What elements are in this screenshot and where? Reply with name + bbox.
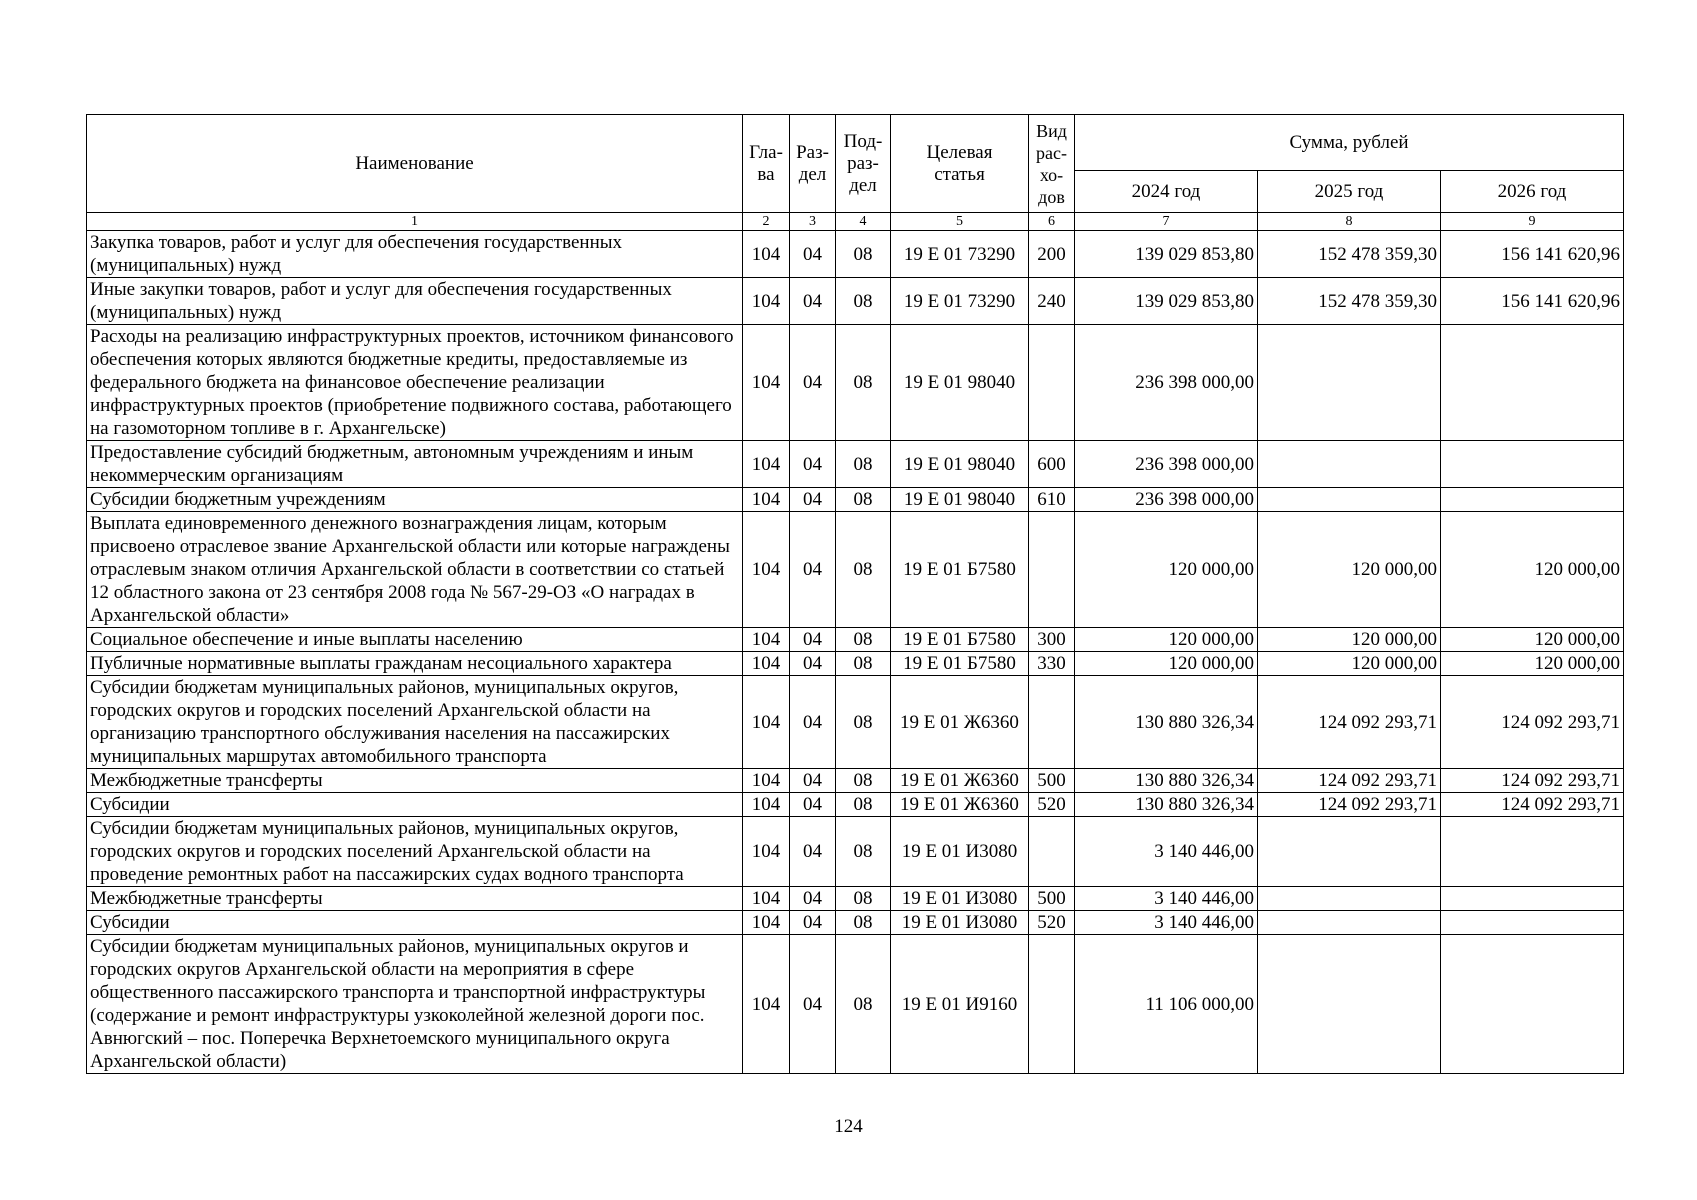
cell-razdel: 04: [790, 769, 836, 793]
table-row: [87, 911, 1624, 935]
cell-sum-2026: [1441, 935, 1624, 1074]
column-number: 8: [1258, 213, 1441, 231]
cell-sum-2025: 152 478 359,30: [1258, 278, 1441, 325]
cell-sum-2024: 236 398 000,00: [1075, 325, 1258, 441]
cell-vid-rashodov: 200: [1029, 231, 1075, 278]
cell-name: Социальное обеспечение и иные выплаты населению: [87, 628, 743, 652]
cell-razdel: 04: [790, 628, 836, 652]
table-row: [87, 652, 1624, 676]
cell-glava: 104: [743, 512, 790, 628]
cell-name: Выплата единовременного денежного вознаграждения лицам, которым присвоено отраслевое звание Архангельской области или которые награждены отраслевым знаком отличия Архангельской области в соответствии со статьей 12 областного закона от 23 сентября 2008 года № 567-29-ОЗ «О наградах в Архангельской области»: [87, 512, 743, 628]
cell-name: Предоставление субсидий бюджетным, автономным учреждениям и иным некоммерческим организациям: [87, 441, 743, 488]
column-numbers-row: [87, 213, 1624, 231]
cell-celevaya-statya: 19 Е 01 73290: [891, 278, 1029, 325]
table-row: [87, 887, 1624, 911]
cell-vid-rashodov: 610: [1029, 488, 1075, 512]
cell-sum-2024: 120 000,00: [1075, 512, 1258, 628]
cell-sum-2024: 3 140 446,00: [1075, 817, 1258, 887]
cell-sum-2024: 130 880 326,34: [1075, 769, 1258, 793]
cell-vid-rashodov: [1029, 512, 1075, 628]
cell-glava: 104: [743, 793, 790, 817]
cell-glava: 104: [743, 769, 790, 793]
cell-razdel: 04: [790, 441, 836, 488]
cell-glava: 104: [743, 628, 790, 652]
column-number: 7: [1075, 213, 1258, 231]
cell-razdel: 04: [790, 512, 836, 628]
cell-vid-rashodov: 500: [1029, 887, 1075, 911]
cell-sum-2025: [1258, 817, 1441, 887]
cell-name: Субсидии бюджетам муниципальных районов, муниципальных округов, городских округов и городских поселений Архангельской области на организацию транспортного обслуживания населения на пассажирских муниципальных маршрутах автомобильного транспорта: [87, 676, 743, 769]
cell-vid-rashodov: 520: [1029, 793, 1075, 817]
cell-razdel: 04: [790, 325, 836, 441]
column-number: 2: [743, 213, 790, 231]
page-number: 124: [834, 1116, 863, 1137]
cell-podrazdel: 08: [836, 628, 891, 652]
cell-celevaya-statya: 19 Е 01 И3080: [891, 911, 1029, 935]
cell-vid-rashodov: 330: [1029, 652, 1075, 676]
cell-razdel: 04: [790, 278, 836, 325]
cell-sum-2024: 139 029 853,80: [1075, 278, 1258, 325]
header-year-2025: 2025 год: [1258, 171, 1441, 213]
cell-name: Субсидии бюджетным учреждениям: [87, 488, 743, 512]
cell-razdel: 04: [790, 652, 836, 676]
cell-name: Субсидии бюджетам муниципальных районов, муниципальных округов, городских округов и городских поселений Архангельской области на проведение ремонтных работ на пассажирских судах водного транспорта: [87, 817, 743, 887]
cell-sum-2026: [1441, 887, 1624, 911]
table-row: [87, 628, 1624, 652]
cell-sum-2025: 124 092 293,71: [1258, 769, 1441, 793]
cell-sum-2025: 152 478 359,30: [1258, 231, 1441, 278]
cell-sum-2024: 120 000,00: [1075, 628, 1258, 652]
cell-sum-2026: [1441, 441, 1624, 488]
header-year-2024: 2024 год: [1075, 171, 1258, 213]
cell-sum-2024: 236 398 000,00: [1075, 488, 1258, 512]
cell-podrazdel: 08: [836, 817, 891, 887]
cell-podrazdel: 08: [836, 887, 891, 911]
cell-sum-2025: [1258, 441, 1441, 488]
cell-name: Расходы на реализацию инфраструктурных проектов, источником финансового обеспечения которых являются бюджетные кредиты, предоставляемые из федерального бюджета на финансовое обеспечение реализации инфраструктурных проектов (приобретение подвижного состава, работающего на газомоторном топливе в г. Архангельске): [87, 325, 743, 441]
cell-sum-2024: 120 000,00: [1075, 652, 1258, 676]
cell-glava: 104: [743, 817, 790, 887]
cell-name: Публичные нормативные выплаты гражданам несоциального характера: [87, 652, 743, 676]
cell-celevaya-statya: 19 Е 01 И3080: [891, 817, 1029, 887]
budget-table: [86, 114, 1624, 1074]
table-row: [87, 512, 1624, 628]
header-podrazdel: Под- раз- дел: [836, 115, 891, 213]
column-number: 1: [87, 213, 743, 231]
cell-vid-rashodov: [1029, 325, 1075, 441]
cell-podrazdel: 08: [836, 488, 891, 512]
cell-sum-2026: [1441, 325, 1624, 441]
cell-vid-rashodov: [1029, 817, 1075, 887]
cell-sum-2024: 139 029 853,80: [1075, 231, 1258, 278]
cell-razdel: 04: [790, 793, 836, 817]
table-body: [87, 231, 1624, 1074]
cell-podrazdel: 08: [836, 911, 891, 935]
cell-sum-2024: 130 880 326,34: [1075, 676, 1258, 769]
table-row: [87, 278, 1624, 325]
cell-sum-2026: 124 092 293,71: [1441, 769, 1624, 793]
cell-celevaya-statya: 19 Е 01 98040: [891, 325, 1029, 441]
cell-podrazdel: 08: [836, 278, 891, 325]
cell-razdel: 04: [790, 817, 836, 887]
cell-glava: 104: [743, 441, 790, 488]
cell-glava: 104: [743, 231, 790, 278]
header-name: Наименование: [87, 115, 743, 213]
cell-glava: 104: [743, 278, 790, 325]
header-razdel: Раз- дел: [790, 115, 836, 213]
header-summa: Сумма, рублей: [1075, 115, 1624, 171]
cell-celevaya-statya: 19 Е 01 Ж6360: [891, 676, 1029, 769]
cell-sum-2025: 124 092 293,71: [1258, 676, 1441, 769]
header-vid-rashodov: Вид рас- хо- дов: [1029, 115, 1075, 213]
cell-celevaya-statya: 19 Е 01 98040: [891, 488, 1029, 512]
table-row: [87, 676, 1624, 769]
cell-name: Субсидии: [87, 911, 743, 935]
column-number: 6: [1029, 213, 1075, 231]
cell-razdel: 04: [790, 676, 836, 769]
cell-celevaya-statya: 19 Е 01 Ж6360: [891, 769, 1029, 793]
cell-podrazdel: 08: [836, 676, 891, 769]
table-row: [87, 488, 1624, 512]
cell-sum-2025: [1258, 887, 1441, 911]
cell-razdel: 04: [790, 887, 836, 911]
cell-sum-2026: [1441, 488, 1624, 512]
cell-glava: 104: [743, 887, 790, 911]
column-number: 9: [1441, 213, 1624, 231]
column-number: 4: [836, 213, 891, 231]
cell-sum-2025: [1258, 935, 1441, 1074]
cell-celevaya-statya: 19 Е 01 98040: [891, 441, 1029, 488]
header-glava: Гла- ва: [743, 115, 790, 213]
cell-razdel: 04: [790, 231, 836, 278]
cell-vid-rashodov: 240: [1029, 278, 1075, 325]
cell-podrazdel: 08: [836, 652, 891, 676]
table-row: [87, 817, 1624, 887]
cell-vid-rashodov: 520: [1029, 911, 1075, 935]
table-row: [87, 441, 1624, 488]
table-row: [87, 769, 1624, 793]
cell-glava: 104: [743, 325, 790, 441]
cell-sum-2025: 120 000,00: [1258, 628, 1441, 652]
cell-celevaya-statya: 19 Е 01 Б7580: [891, 652, 1029, 676]
cell-sum-2025: 120 000,00: [1258, 512, 1441, 628]
cell-glava: 104: [743, 676, 790, 769]
table-row: [87, 935, 1624, 1074]
cell-podrazdel: 08: [836, 231, 891, 278]
cell-podrazdel: 08: [836, 793, 891, 817]
cell-name: Закупка товаров, работ и услуг для обеспечения государственных (муниципальных) нужд: [87, 231, 743, 278]
cell-sum-2026: [1441, 911, 1624, 935]
cell-sum-2026: 124 092 293,71: [1441, 793, 1624, 817]
cell-sum-2026: 120 000,00: [1441, 652, 1624, 676]
table-row: [87, 325, 1624, 441]
cell-sum-2026: 156 141 620,96: [1441, 231, 1624, 278]
cell-vid-rashodov: 600: [1029, 441, 1075, 488]
cell-podrazdel: 08: [836, 935, 891, 1074]
cell-celevaya-statya: 19 Е 01 Б7580: [891, 628, 1029, 652]
cell-name: Межбюджетные трансферты: [87, 769, 743, 793]
cell-razdel: 04: [790, 935, 836, 1074]
cell-celevaya-statya: 19 Е 01 Б7580: [891, 512, 1029, 628]
cell-sum-2026: 120 000,00: [1441, 512, 1624, 628]
cell-celevaya-statya: 19 Е 01 И9160: [891, 935, 1029, 1074]
cell-glava: 104: [743, 652, 790, 676]
cell-razdel: 04: [790, 488, 836, 512]
cell-sum-2025: [1258, 488, 1441, 512]
cell-celevaya-statya: 19 Е 01 73290: [891, 231, 1029, 278]
cell-celevaya-statya: 19 Е 01 Ж6360: [891, 793, 1029, 817]
cell-vid-rashodov: 500: [1029, 769, 1075, 793]
header-year-2026: 2026 год: [1441, 171, 1624, 213]
cell-sum-2025: 124 092 293,71: [1258, 793, 1441, 817]
cell-vid-rashodov: [1029, 676, 1075, 769]
cell-sum-2026: 120 000,00: [1441, 628, 1624, 652]
cell-sum-2026: 156 141 620,96: [1441, 278, 1624, 325]
cell-vid-rashodov: 300: [1029, 628, 1075, 652]
cell-name: Субсидии бюджетам муниципальных районов, муниципальных округов и городских округов Архангельской области на мероприятия в сфере общественного пассажирского транспорта и транспортной инфраструктуры (содержание и ремонт инфраструктуры узкоколейной железной дороги пос. Авнюгский – пос. Поперечка Верхнетоемского муниципального округа Архангельской области): [87, 935, 743, 1074]
table-row: [87, 793, 1624, 817]
cell-name: Субсидии: [87, 793, 743, 817]
cell-celevaya-statya: 19 Е 01 И3080: [891, 887, 1029, 911]
cell-sum-2026: 124 092 293,71: [1441, 676, 1624, 769]
cell-glava: 104: [743, 935, 790, 1074]
cell-sum-2025: [1258, 911, 1441, 935]
cell-sum-2024: 3 140 446,00: [1075, 887, 1258, 911]
cell-sum-2024: 3 140 446,00: [1075, 911, 1258, 935]
cell-glava: 104: [743, 911, 790, 935]
cell-name: Межбюджетные трансферты: [87, 887, 743, 911]
cell-podrazdel: 08: [836, 769, 891, 793]
cell-podrazdel: 08: [836, 441, 891, 488]
cell-glava: 104: [743, 488, 790, 512]
cell-name: Иные закупки товаров, работ и услуг для обеспечения государственных (муниципальных) нужд: [87, 278, 743, 325]
header-celevaya-statya: Целевая статья: [891, 115, 1029, 213]
table-row: [87, 231, 1624, 278]
cell-sum-2025: 120 000,00: [1258, 652, 1441, 676]
cell-sum-2024: 130 880 326,34: [1075, 793, 1258, 817]
cell-vid-rashodov: [1029, 935, 1075, 1074]
cell-sum-2026: [1441, 817, 1624, 887]
cell-razdel: 04: [790, 911, 836, 935]
cell-podrazdel: 08: [836, 325, 891, 441]
cell-sum-2024: 11 106 000,00: [1075, 935, 1258, 1074]
column-number: 5: [891, 213, 1029, 231]
column-number: 3: [790, 213, 836, 231]
cell-sum-2025: [1258, 325, 1441, 441]
cell-podrazdel: 08: [836, 512, 891, 628]
cell-sum-2024: 236 398 000,00: [1075, 441, 1258, 488]
